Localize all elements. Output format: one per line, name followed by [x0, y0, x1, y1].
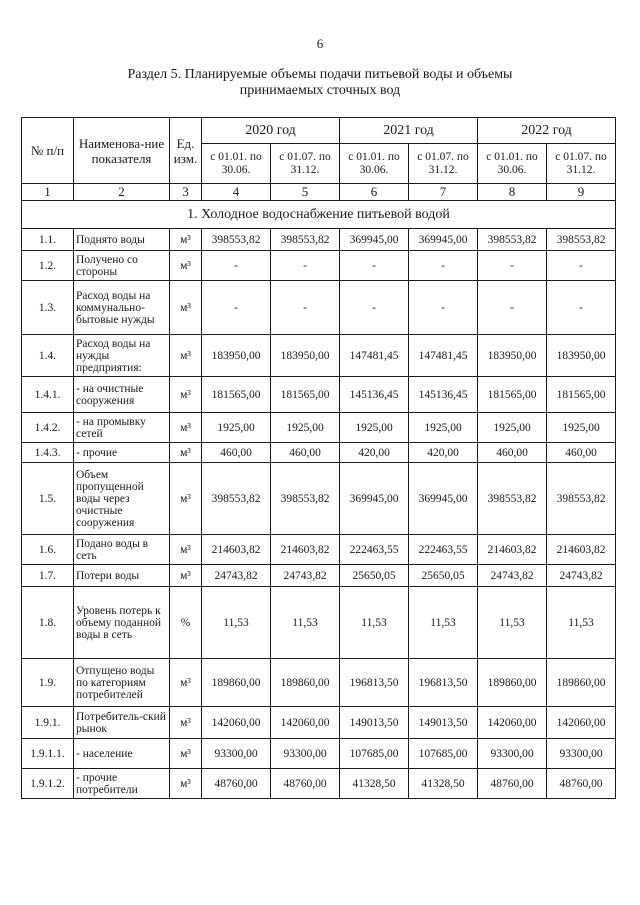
row-value: 398553,82: [202, 229, 271, 251]
row-indicator-name: - на промывку сетей: [74, 413, 170, 443]
row-indicator-name: - население: [74, 739, 170, 769]
row-value: 214603,82: [547, 535, 616, 565]
table-row: [22, 413, 616, 443]
row-value: 181565,00: [202, 377, 271, 413]
row-value: 41328,50: [340, 769, 409, 799]
row-unit: м³: [170, 281, 202, 335]
row-value: 145136,45: [340, 377, 409, 413]
row-indicator-name: Расход воды на коммунально-бытовые нужды: [74, 281, 170, 335]
page-title: [0, 67, 640, 99]
row-value: -: [340, 251, 409, 281]
row-value: 41328,50: [409, 769, 478, 799]
row-value: 183950,00: [271, 335, 340, 377]
table-row: [22, 229, 616, 251]
title-line-1: Раздел 5. Планируемые объемы подачи питьевой воды и объемы: [127, 67, 513, 82]
row-value: 147481,45: [409, 335, 478, 377]
row-value: 1925,00: [340, 413, 409, 443]
row-value: 24743,82: [478, 565, 547, 587]
row-unit: м³: [170, 739, 202, 769]
row-value: 189860,00: [202, 659, 271, 707]
column-number: 7: [409, 184, 478, 201]
row-value: -: [478, 251, 547, 281]
row-number: 1.1.: [22, 229, 74, 251]
water-volumes-table: [21, 117, 616, 799]
table-row: [22, 443, 616, 463]
row-unit: м³: [170, 229, 202, 251]
row-value: 189860,00: [478, 659, 547, 707]
table-row: [22, 281, 616, 335]
table-row: [22, 535, 616, 565]
row-number: 1.5.: [22, 463, 74, 535]
row-indicator-name: Расход воды на нужды предприятия:: [74, 335, 170, 377]
row-number: 1.9.: [22, 659, 74, 707]
row-value: 93300,00: [271, 739, 340, 769]
row-value: -: [547, 281, 616, 335]
column-number: 2: [74, 184, 170, 201]
row-number: 1.3.: [22, 281, 74, 335]
row-number: 1.8.: [22, 587, 74, 659]
row-value: 11,53: [409, 587, 478, 659]
row-indicator-name: Объем пропущенной воды через очистные сооружения: [74, 463, 170, 535]
row-value: -: [202, 281, 271, 335]
row-unit: м³: [170, 377, 202, 413]
row-value: 398553,82: [547, 463, 616, 535]
section-title: 1. Холодное водоснабжение питьевой водой: [22, 201, 616, 229]
row-indicator-name: Поднято воды: [74, 229, 170, 251]
row-value: 107685,00: [340, 739, 409, 769]
row-value: 369945,00: [340, 463, 409, 535]
row-value: 93300,00: [547, 739, 616, 769]
column-number: 8: [478, 184, 547, 201]
column-number: 9: [547, 184, 616, 201]
row-indicator-name: - прочие потребители: [74, 769, 170, 799]
header-year-2020: 2020 год: [202, 118, 340, 144]
row-unit: м³: [170, 769, 202, 799]
row-value: -: [271, 281, 340, 335]
column-number: 1: [22, 184, 74, 201]
row-value: 93300,00: [478, 739, 547, 769]
table-row: [22, 659, 616, 707]
row-value: 214603,82: [478, 535, 547, 565]
row-value: 1925,00: [271, 413, 340, 443]
header-period: с 01.07. по 31.12.: [409, 144, 478, 184]
row-value: 420,00: [409, 443, 478, 463]
header-period: с 01.07. по 31.12.: [547, 144, 616, 184]
table-row: [22, 769, 616, 799]
row-value: 196813,50: [409, 659, 478, 707]
row-value: 189860,00: [271, 659, 340, 707]
table-row: [22, 377, 616, 413]
row-value: -: [271, 251, 340, 281]
column-number: 4: [202, 184, 271, 201]
row-value: 24743,82: [202, 565, 271, 587]
row-indicator-name: Потери воды: [74, 565, 170, 587]
row-value: 48760,00: [271, 769, 340, 799]
row-value: 398553,82: [271, 229, 340, 251]
row-number: 1.4.1.: [22, 377, 74, 413]
row-value: 460,00: [547, 443, 616, 463]
table-row: [22, 587, 616, 659]
row-value: 142060,00: [271, 707, 340, 739]
header-col-name: Наименова-ние показателя: [74, 118, 170, 184]
row-value: -: [478, 281, 547, 335]
row-indicator-name: Отпущено воды по категориям потребителей: [74, 659, 170, 707]
row-unit: м³: [170, 565, 202, 587]
row-value: 24743,82: [271, 565, 340, 587]
row-value: 181565,00: [271, 377, 340, 413]
row-number: 1.4.2.: [22, 413, 74, 443]
row-number: 1.9.1.: [22, 707, 74, 739]
row-value: 93300,00: [202, 739, 271, 769]
header-col-unit: Ед. изм.: [170, 118, 202, 184]
row-value: 11,53: [478, 587, 547, 659]
row-value: 420,00: [340, 443, 409, 463]
row-value: -: [547, 251, 616, 281]
header-period: с 01.01. по 30.06.: [478, 144, 547, 184]
row-value: 107685,00: [409, 739, 478, 769]
header-year-2021: 2021 год: [340, 118, 478, 144]
row-value: 48760,00: [202, 769, 271, 799]
row-value: 48760,00: [547, 769, 616, 799]
row-number: 1.9.1.1.: [22, 739, 74, 769]
row-number: 1.6.: [22, 535, 74, 565]
row-value: 214603,82: [202, 535, 271, 565]
row-value: 142060,00: [478, 707, 547, 739]
row-unit: м³: [170, 659, 202, 707]
header-year-2022: 2022 год: [478, 118, 616, 144]
row-indicator-name: - на очистные сооружения: [74, 377, 170, 413]
table-row: [22, 739, 616, 769]
row-value: 183950,00: [202, 335, 271, 377]
row-unit: м³: [170, 463, 202, 535]
row-value: 149013,50: [340, 707, 409, 739]
row-value: 145136,45: [409, 377, 478, 413]
row-indicator-name: Потребитель-ский рынок: [74, 707, 170, 739]
row-value: 11,53: [202, 587, 271, 659]
row-value: 147481,45: [340, 335, 409, 377]
row-value: -: [409, 251, 478, 281]
row-unit: м³: [170, 335, 202, 377]
row-value: -: [340, 281, 409, 335]
row-unit: м³: [170, 413, 202, 443]
row-indicator-name: Уровень потерь к объему поданной воды в сеть: [74, 587, 170, 659]
row-value: 398553,82: [478, 229, 547, 251]
row-value: 183950,00: [547, 335, 616, 377]
row-value: 1925,00: [409, 413, 478, 443]
row-value: 189860,00: [547, 659, 616, 707]
table-row: [22, 335, 616, 377]
row-value: 214603,82: [271, 535, 340, 565]
row-value: 196813,50: [340, 659, 409, 707]
row-number: 1.4.3.: [22, 443, 74, 463]
row-value: 1925,00: [478, 413, 547, 443]
row-value: 398553,82: [547, 229, 616, 251]
row-number: 1.2.: [22, 251, 74, 281]
row-number: 1.7.: [22, 565, 74, 587]
row-value: 142060,00: [202, 707, 271, 739]
row-unit: %: [170, 587, 202, 659]
table-row: [22, 251, 616, 281]
row-value: 25650,05: [409, 565, 478, 587]
row-value: 460,00: [271, 443, 340, 463]
row-value: -: [409, 281, 478, 335]
column-number: 3: [170, 184, 202, 201]
row-value: 183950,00: [478, 335, 547, 377]
page-number: 6: [316, 36, 324, 51]
row-indicator-name: - прочие: [74, 443, 170, 463]
table-row: [22, 565, 616, 587]
header-period: с 01.07. по 31.12.: [271, 144, 340, 184]
header-period: с 01.01. по 30.06.: [340, 144, 409, 184]
row-unit: м³: [170, 707, 202, 739]
row-indicator-name: Подано воды в сеть: [74, 535, 170, 565]
row-value: 460,00: [202, 443, 271, 463]
row-value: 25650,05: [340, 565, 409, 587]
column-number: 5: [271, 184, 340, 201]
title-line-2: принимаемых сточных вод: [239, 83, 401, 98]
row-value: 398553,82: [478, 463, 547, 535]
row-unit: м³: [170, 535, 202, 565]
row-value: 369945,00: [340, 229, 409, 251]
row-value: 142060,00: [547, 707, 616, 739]
row-value: 398553,82: [271, 463, 340, 535]
row-indicator-name: Получено со стороны: [74, 251, 170, 281]
row-value: 222463,55: [409, 535, 478, 565]
row-value: 398553,82: [202, 463, 271, 535]
row-value: -: [202, 251, 271, 281]
row-value: 181565,00: [478, 377, 547, 413]
row-unit: м³: [170, 443, 202, 463]
row-value: 149013,50: [409, 707, 478, 739]
header-period: с 01.01. по 30.06.: [202, 144, 271, 184]
row-value: 24743,82: [547, 565, 616, 587]
row-value: 11,53: [340, 587, 409, 659]
row-number: 1.9.1.2.: [22, 769, 74, 799]
row-value: 1925,00: [547, 413, 616, 443]
row-value: 460,00: [478, 443, 547, 463]
header-col-no: № п/п: [22, 118, 74, 184]
row-value: 222463,55: [340, 535, 409, 565]
row-number: 1.4.: [22, 335, 74, 377]
table-row: [22, 463, 616, 535]
column-number: 6: [340, 184, 409, 201]
row-value: 48760,00: [478, 769, 547, 799]
row-value: 369945,00: [409, 463, 478, 535]
row-value: 1925,00: [202, 413, 271, 443]
table-row: [22, 707, 616, 739]
row-value: 181565,00: [547, 377, 616, 413]
row-value: 11,53: [547, 587, 616, 659]
row-unit: м³: [170, 251, 202, 281]
row-value: 369945,00: [409, 229, 478, 251]
row-value: 11,53: [271, 587, 340, 659]
